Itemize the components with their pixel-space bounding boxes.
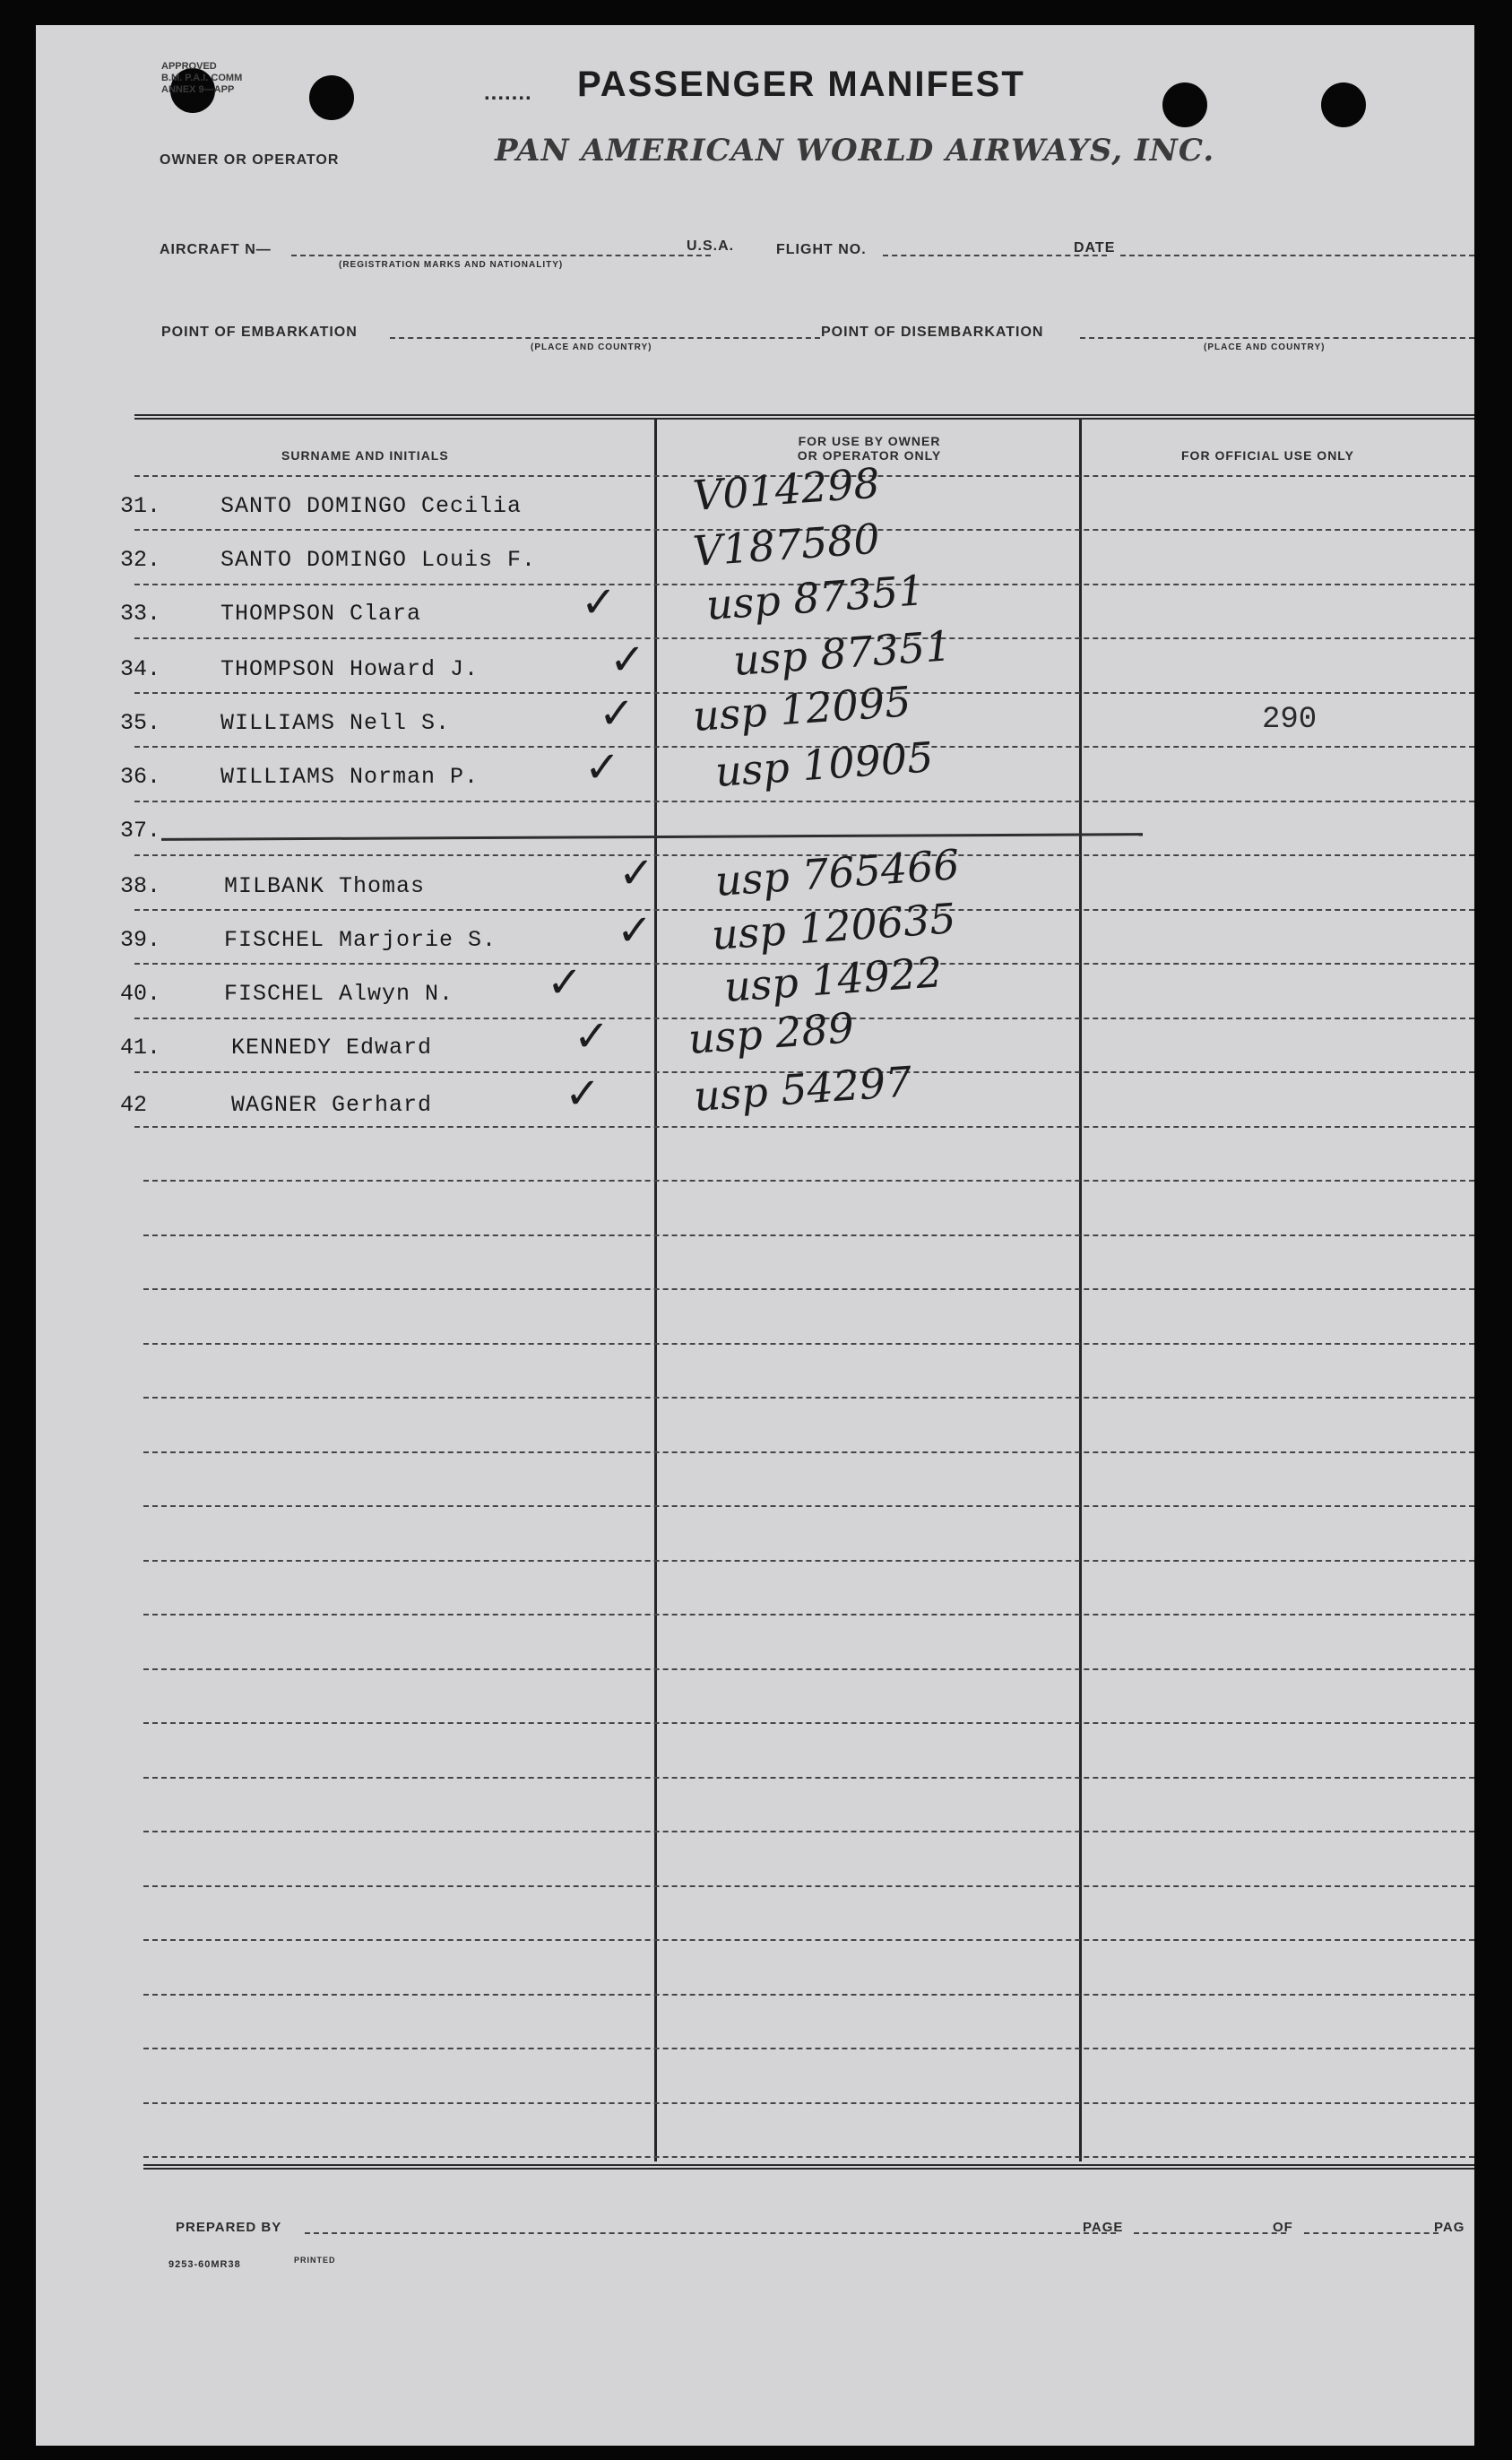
row-number: 36.	[120, 764, 161, 790]
row-number: 31.	[120, 493, 161, 519]
handwritten-note: usp 289	[687, 1003, 856, 1063]
row-rule	[143, 1777, 1474, 1779]
check-mark: ✓	[599, 689, 635, 739]
handwritten-note: usp 87351	[704, 566, 927, 629]
passenger-name: SANTO DOMINGO Cecilia	[220, 493, 523, 519]
check-mark: ✓	[574, 1011, 610, 1061]
check-mark: ✓	[547, 957, 583, 1008]
usa-label: U.S.A.	[687, 238, 735, 254]
row-rule	[143, 2048, 1474, 2049]
col-owner-header-line-1: FOR USE BY OWNER	[798, 434, 941, 448]
passenger-name: KENNEDY Edward	[231, 1035, 433, 1061]
col-official-header: FOR OFFICIAL USE ONLY	[1181, 448, 1354, 463]
binder-hole-right-1	[1162, 82, 1207, 127]
check-mark: ✓	[617, 905, 653, 956]
check-mark: ✓	[618, 848, 655, 898]
check-mark: ✓	[581, 577, 618, 628]
binder-hole-right-2	[1321, 82, 1366, 127]
row-rule	[143, 1234, 1474, 1236]
embark-note: (PLACE AND COUNTRY)	[531, 342, 652, 352]
row-rule	[143, 1831, 1474, 1832]
aircraft-line	[291, 255, 711, 256]
col-surname-header: SURNAME AND INITIALS	[281, 448, 449, 463]
passenger-name: WILLIAMS Norman P.	[220, 764, 480, 790]
table-bottom-rule	[143, 2164, 1474, 2170]
handwritten-note: V014298	[691, 458, 882, 520]
stamp-line-2: B.M. P.A.I. COMM	[161, 73, 243, 83]
column-divider-2	[1079, 420, 1082, 2161]
handwritten-note: usp 120635	[710, 894, 958, 959]
page-line	[1134, 2232, 1286, 2234]
manifest-sheet	[36, 25, 1474, 2446]
row-number: 40.	[120, 981, 161, 1007]
aircraft-label: AIRCRAFT N—	[160, 242, 272, 257]
row-number: 41.	[120, 1035, 161, 1061]
passenger-name: WILLIAMS Nell S.	[220, 710, 451, 736]
row-rule	[143, 1994, 1474, 1996]
stamp-line-3: ANNEX 9—APP	[161, 84, 235, 95]
flight-label: FLIGHT NO.	[776, 242, 867, 257]
handwritten-note: usp 54297	[692, 1057, 914, 1121]
handwritten-note: usp 87351	[731, 621, 954, 685]
row-number: 34.	[120, 656, 161, 682]
check-mark: ✓	[565, 1069, 601, 1119]
row-37-strike-line	[161, 833, 1143, 841]
row-rule	[143, 1722, 1474, 1724]
handwritten-note: V187580	[691, 514, 882, 576]
official-use-note: 290	[1262, 703, 1318, 737]
row-number: 42	[120, 1092, 148, 1118]
date-label: DATE	[1074, 240, 1116, 256]
row-rule	[134, 801, 1474, 802]
row-rule	[143, 1885, 1474, 1887]
passenger-name: WAGNER Gerhard	[231, 1092, 433, 1118]
passenger-name: THOMPSON Howard J.	[220, 656, 480, 682]
of-line	[1304, 2232, 1439, 2234]
prepared-by-line	[305, 2232, 1116, 2234]
printed-label: PRINTED	[294, 2256, 336, 2265]
row-number: 38.	[120, 873, 161, 899]
disembark-label: POINT OF DISEMBARKATION	[821, 325, 1044, 340]
embark-line	[390, 337, 820, 339]
row-rule	[143, 1180, 1474, 1182]
form-code: 9253-60MR38	[168, 2259, 241, 2270]
row-number: 33.	[120, 601, 161, 627]
check-mark: ✓	[584, 742, 621, 793]
row-number: 35.	[120, 710, 161, 736]
embark-label: POINT OF EMBARKATION	[161, 325, 358, 340]
col-owner-header-line-2: OR OPERATOR ONLY	[797, 448, 942, 463]
row-rule	[143, 1614, 1474, 1615]
row-number: 37.	[120, 818, 161, 844]
check-mark: ✓	[609, 635, 646, 685]
of-label: OF	[1273, 2220, 1293, 2235]
row-rule	[143, 2102, 1474, 2104]
row-rule	[143, 1505, 1474, 1507]
column-divider-1	[654, 420, 657, 2161]
passenger-name: FISCHEL Alwyn N.	[224, 981, 454, 1007]
row-rule	[143, 1451, 1474, 1453]
company-name: PAN AMERICAN WORLD AIRWAYS, INC.	[495, 133, 1215, 169]
passenger-name: FISCHEL Marjorie S.	[224, 927, 497, 953]
passenger-name: MILBANK Thomas	[224, 873, 426, 899]
row-rule	[143, 1939, 1474, 1941]
binder-hole-center	[309, 75, 354, 120]
row-rule	[143, 1397, 1474, 1399]
disembark-note: (PLACE AND COUNTRY)	[1204, 342, 1326, 352]
handwritten-note: usp 12095	[691, 677, 913, 741]
row-rule	[143, 1560, 1474, 1562]
handwritten-note: usp 765466	[713, 840, 962, 905]
row-rule	[143, 1668, 1474, 1670]
passenger-name: SANTO DOMINGO Louis F.	[220, 547, 537, 573]
page-title: PASSENGER MANIFEST	[577, 65, 1025, 104]
row-number: 39.	[120, 927, 161, 953]
handwritten-note: usp 14922	[722, 948, 945, 1011]
owner-label: OWNER OR OPERATOR	[160, 152, 340, 168]
handwritten-note: usp 10905	[713, 732, 936, 796]
passenger-name: THOMPSON Clara	[220, 601, 422, 627]
table-top-rule	[134, 414, 1474, 420]
title-dots: .......	[484, 81, 532, 105]
approval-stamp	[161, 61, 242, 96]
row-rule	[143, 1343, 1474, 1345]
row-rule	[143, 2156, 1474, 2158]
row-number: 32.	[120, 547, 161, 573]
prepared-by-label: PREPARED BY	[176, 2220, 282, 2235]
row-rule	[143, 1288, 1474, 1290]
stamp-line-1: APPROVED	[161, 61, 217, 72]
pages-label: PAG	[1434, 2220, 1465, 2235]
page-label: PAGE	[1083, 2220, 1124, 2235]
disembark-line	[1080, 337, 1474, 339]
row-rule	[134, 1126, 1474, 1128]
date-line	[1120, 255, 1474, 256]
aircraft-note: (REGISTRATION MARKS AND NATIONALITY)	[339, 260, 564, 270]
